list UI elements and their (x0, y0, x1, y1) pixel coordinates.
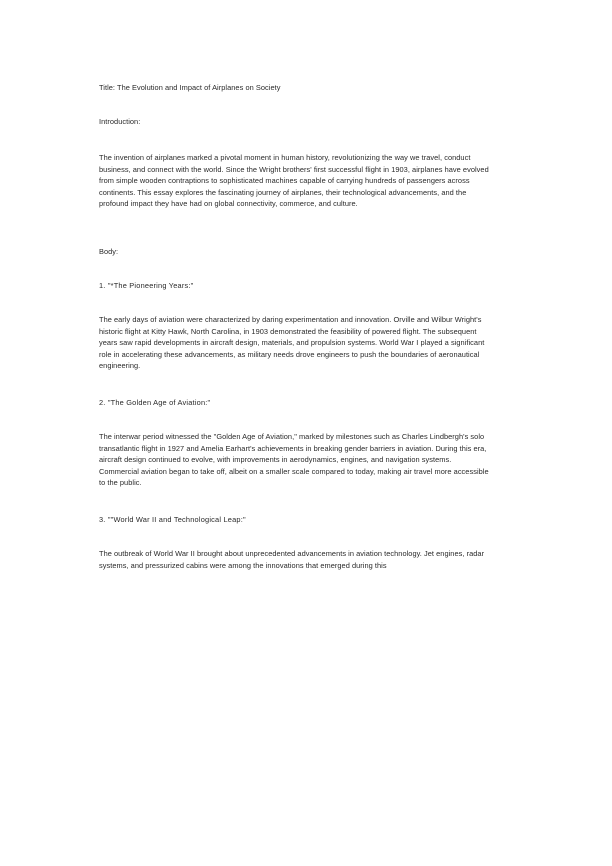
section-heading: 3. ""World War II and Technological Leap:" (99, 515, 246, 524)
introduction-paragraph: The invention of airplanes marked a pivotal moment in human history, revolutionizing the way we travel, conduct business, and connect with the world. Since the Wright brothers' first successful flight in 1903, airplanes have evolved from simple wooden contraptions to sophisticated machines capable of carrying hundreds of passengers across continents. This essay explores the fascinating journey of airplanes, their technological advancements, and the profound impact they have had on global connectivity, commerce, and culture. (99, 153, 489, 209)
section-heading: 2. "The Golden Age of Aviation:" (99, 398, 211, 407)
document-title: Title: The Evolution and Impact of Airplanes on Society (99, 83, 281, 92)
section-paragraph: The interwar period witnessed the "Golden Age of Aviation," marked by milestones such as Charles Lindbergh's solo transatlantic flight in 1927 and Amelia Earhart's achievements in breaking gender barriers in aviation. During this era, aircraft design continued to evolve, with improvements in aerodynamics, engines, and navigation systems. Commercial aviation began to take off, albeit on a smaller scale compared to today, making air travel more accessible to the public. (99, 432, 489, 488)
section-heading: 1. "*The Pioneering Years:" (99, 281, 194, 290)
introduction-heading: Introduction: (99, 117, 141, 126)
section-paragraph: The early days of aviation were characterized by daring experimentation and innovation. Orville and Wilbur Wright's historic flight at Kitty Hawk, North Carolina, in 1903 demonstrated the feasibility of powered flight. The subsequent years saw rapid developments in aircraft design, materials, and propulsion systems. World War I played a significant role in accelerating these advancements, as military needs drove engineers to push the boundaries of aeronautical engineering. (99, 315, 485, 371)
section-paragraph: The outbreak of World War II brought about unprecedented advancements in aviation technology. Jet engines, radar systems, and pressurized cabins were among the innovations that emerged during this (99, 549, 485, 570)
body-heading: Body: (99, 247, 119, 256)
